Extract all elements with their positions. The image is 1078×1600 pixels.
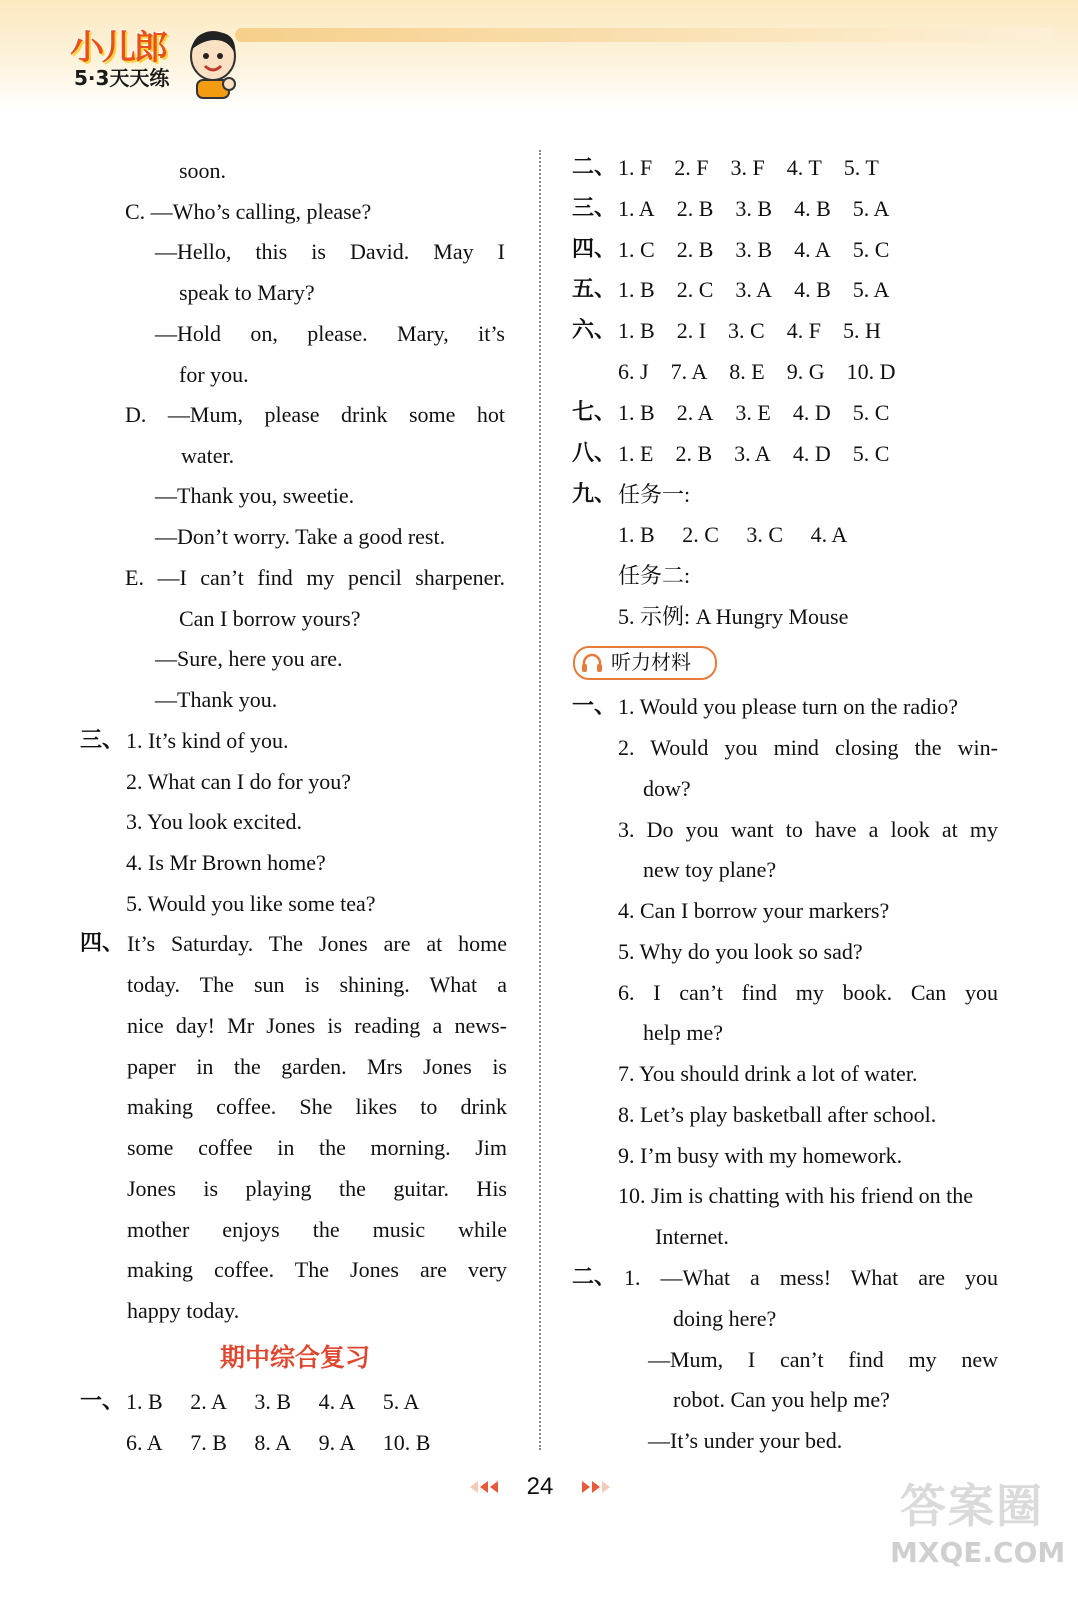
answer-row — [126, 1388, 441, 1416]
answer-item: 3. F — [730, 155, 765, 180]
answer-item: 10. D — [846, 359, 896, 384]
dialogue-line: —Don’t worry. Take a good rest. — [155, 524, 446, 549]
answer-sentence: 2. What can I do for you? — [126, 769, 352, 794]
answer-item: 4. T — [786, 155, 822, 180]
answer-sentence: 4. Is Mr Brown home? — [126, 850, 326, 875]
section-label: 一、 — [572, 694, 617, 719]
section-label: 二、 — [572, 155, 617, 180]
passage-line: happy today. — [127, 1298, 240, 1323]
answer-item: 4. D — [792, 441, 831, 466]
answer-sentence: 1. It’s kind of you. — [126, 728, 289, 753]
watermark-logo-text: 答案圈 — [900, 1479, 1044, 1533]
answer-item: 1. B — [618, 400, 655, 425]
section-label: 三、 — [572, 196, 617, 221]
section-label: 五、 — [572, 277, 617, 302]
answer-item: 1. C — [618, 237, 655, 262]
listening-line: 2. Would you mind closing the win- — [618, 735, 998, 760]
answer-item: 2. I — [676, 318, 707, 343]
answer-item: 3. C — [728, 318, 765, 343]
answer-item: 4. A — [810, 522, 848, 547]
section-label: 三、 — [80, 728, 125, 753]
answer-row — [126, 1429, 452, 1457]
answer-row — [618, 236, 911, 264]
section-label: 九、 — [572, 482, 617, 507]
passage-line: mother enjoys the music while — [127, 1217, 507, 1242]
answer-item: 5. A — [852, 277, 890, 302]
task-label: 任务二: — [618, 563, 691, 588]
listening-title: 听力材料 — [611, 650, 691, 674]
answer-item: 8. A — [254, 1430, 292, 1455]
dialogue-line: soon. — [179, 158, 227, 183]
listening-line: 7. You should drink a lot of water. — [618, 1061, 918, 1086]
mascot-boy-icon — [185, 28, 241, 100]
dialogue-line: —Hold on, please. Mary, it’s — [155, 321, 505, 346]
section-label: 七、 — [572, 400, 617, 425]
dialogue-line: —Thank you, sweetie. — [155, 483, 355, 508]
answer-item: 3. A — [734, 441, 771, 466]
answer-row — [618, 521, 869, 549]
answer-item: 5. H — [842, 318, 881, 343]
listening-line: 5. Why do you look so sad? — [618, 939, 863, 964]
listening-line: 4. Can I borrow your markers? — [618, 898, 890, 923]
answer-item: 2. A — [676, 400, 714, 425]
listening-line: 6. I can’t find my book. Can you — [618, 980, 998, 1005]
answer-item: 7. B — [190, 1430, 227, 1455]
dialogue-line: D. —Mum, please drink some hot — [125, 402, 505, 427]
dialogue-line: C. —Who’s calling, please? — [125, 199, 372, 224]
headphones-icon — [581, 653, 603, 673]
answer-row — [618, 195, 911, 223]
page-number: 24 — [526, 1473, 554, 1500]
dialogue-line: —Sure, here you are. — [155, 646, 343, 671]
answer-row — [618, 440, 911, 468]
answer-item: 9. G — [786, 359, 825, 384]
dialogue-line: speak to Mary? — [179, 280, 315, 305]
listening-dialogue-line: doing here? — [673, 1306, 777, 1331]
review-section-title: 期中综合复习 — [219, 1343, 370, 1372]
listening-line: help me? — [643, 1020, 724, 1045]
listening-dialogue-line: —It’s under your bed. — [648, 1428, 843, 1453]
dialogue-line: E. —I can’t find my pencil sharpener. — [125, 565, 505, 590]
listening-dialogue-line: —Mum, I can’t find my new — [648, 1347, 998, 1372]
answer-item: 4. A — [318, 1389, 356, 1414]
brand-logo — [70, 30, 169, 90]
listening-dialogue-line: 1. —What a mess! What are you — [624, 1265, 998, 1290]
answer-item: 7. A — [670, 359, 708, 384]
answer-sentence: 3. You look excited. — [126, 809, 302, 834]
brand-title: 小儿郎 — [70, 28, 166, 68]
answer-item: 2. F — [674, 155, 709, 180]
dialogue-line: water. — [181, 443, 235, 468]
passage-line: making coffee. She likes to drink — [127, 1094, 507, 1119]
listening-line: 3. Do you want to have a look at my — [618, 817, 998, 842]
passage-line: today. The sun is shining. What a — [127, 972, 507, 997]
answer-item: 1. B — [618, 277, 655, 302]
answer-item: 1. B — [126, 1389, 163, 1414]
answer-item: 1. F — [618, 155, 653, 180]
answer-item: 10. B — [382, 1430, 431, 1455]
answer-item: 3. B — [254, 1389, 292, 1414]
answer-item: 4. D — [792, 400, 831, 425]
listening-line: new toy plane? — [643, 857, 777, 882]
answer-item: 9. A — [318, 1430, 356, 1455]
section-label: 四、 — [572, 237, 617, 262]
answer-item: 5. C — [852, 237, 890, 262]
section-label: 八、 — [572, 441, 617, 466]
answer-row — [618, 276, 911, 304]
answer-item: 1. B — [618, 522, 655, 547]
task-label: 任务一: — [618, 482, 691, 507]
passage-line: nice day! Mr Jones is reading a news- — [127, 1013, 507, 1038]
answer-item: 4. B — [794, 196, 831, 221]
answer-item: 3. A — [735, 277, 773, 302]
answer-item: 1. B — [618, 318, 655, 343]
answer-item: 3. E — [735, 400, 771, 425]
answer-item: 6. A — [126, 1430, 163, 1455]
section-label: 六、 — [572, 318, 617, 343]
listening-line: 9. I’m busy with my homework. — [618, 1143, 903, 1168]
dialogue-line: —Thank you. — [155, 687, 278, 712]
answer-item: 1. A — [618, 196, 655, 221]
listening-line: dow? — [643, 776, 691, 801]
column-divider — [539, 150, 541, 1450]
answer-item: 2. C — [682, 522, 719, 547]
watermark — [880, 1470, 1070, 1590]
passage-line: Jones is playing the guitar. His — [127, 1176, 507, 1201]
answer-item: 1. E — [618, 441, 654, 466]
answer-item: 6. J — [618, 359, 649, 384]
section-label: 四、 — [80, 931, 125, 956]
answer-row — [618, 154, 901, 182]
answer-item: 2. C — [676, 277, 714, 302]
answer-item: 5. T — [843, 155, 879, 180]
answer-item: 4. F — [786, 318, 821, 343]
answer-row — [618, 317, 903, 345]
header-rule — [235, 28, 1055, 42]
next-arrows-icon — [574, 1479, 620, 1495]
listening-dialogue-line: robot. Can you help me? — [673, 1387, 890, 1412]
answer-item: 5. C — [852, 400, 890, 425]
listening-material-tag — [573, 646, 717, 680]
answer-item: 5. C — [852, 441, 890, 466]
answer-item: 8. E — [729, 359, 765, 384]
answer-sentence: 5. Would you like some tea? — [126, 891, 376, 916]
answer-item: 3. B — [735, 237, 773, 262]
watermark-url: MXQE.COM — [890, 1536, 1066, 1569]
dialogue-line: —Hello, this is David. May I — [155, 239, 505, 264]
answer-item: 5. A — [852, 196, 890, 221]
passage-line: making coffee. The Jones are very — [127, 1257, 507, 1282]
dialogue-line: for you. — [179, 362, 249, 387]
answer-item: 3. C — [746, 522, 784, 547]
passage-line: some coffee in the morning. Jim — [127, 1135, 507, 1160]
answer-row — [618, 358, 917, 386]
passage-line: paper in the garden. Mrs Jones is — [127, 1054, 507, 1079]
answer-item: 2. B — [676, 196, 714, 221]
answer-item: 4. A — [794, 237, 831, 262]
answer-item: 2. B — [675, 441, 713, 466]
example-answer: 5. 示例: A Hungry Mouse — [618, 604, 849, 629]
answer-item: 2. A — [190, 1389, 227, 1414]
prev-arrows-icon — [460, 1479, 506, 1495]
answer-item: 5. A — [382, 1389, 420, 1414]
listening-line: Internet. — [655, 1224, 729, 1249]
section-label: 一、 — [80, 1389, 125, 1414]
listening-line: 10. Jim is chatting with his friend on the — [618, 1183, 974, 1208]
answer-item: 4. B — [794, 277, 831, 302]
brand-series: 5·3天天练 — [74, 66, 170, 90]
answer-row — [618, 399, 911, 427]
listening-line: 1. Would you please turn on the radio? — [618, 694, 958, 719]
passage-line: It’s Saturday. The Jones are at home — [127, 931, 507, 956]
section-label: 二、 — [572, 1265, 617, 1290]
dialogue-line: Can I borrow yours? — [179, 606, 361, 631]
answer-item: 2. B — [676, 237, 714, 262]
answer-item: 3. B — [735, 196, 773, 221]
listening-line: 8. Let’s play basketball after school. — [618, 1102, 937, 1127]
